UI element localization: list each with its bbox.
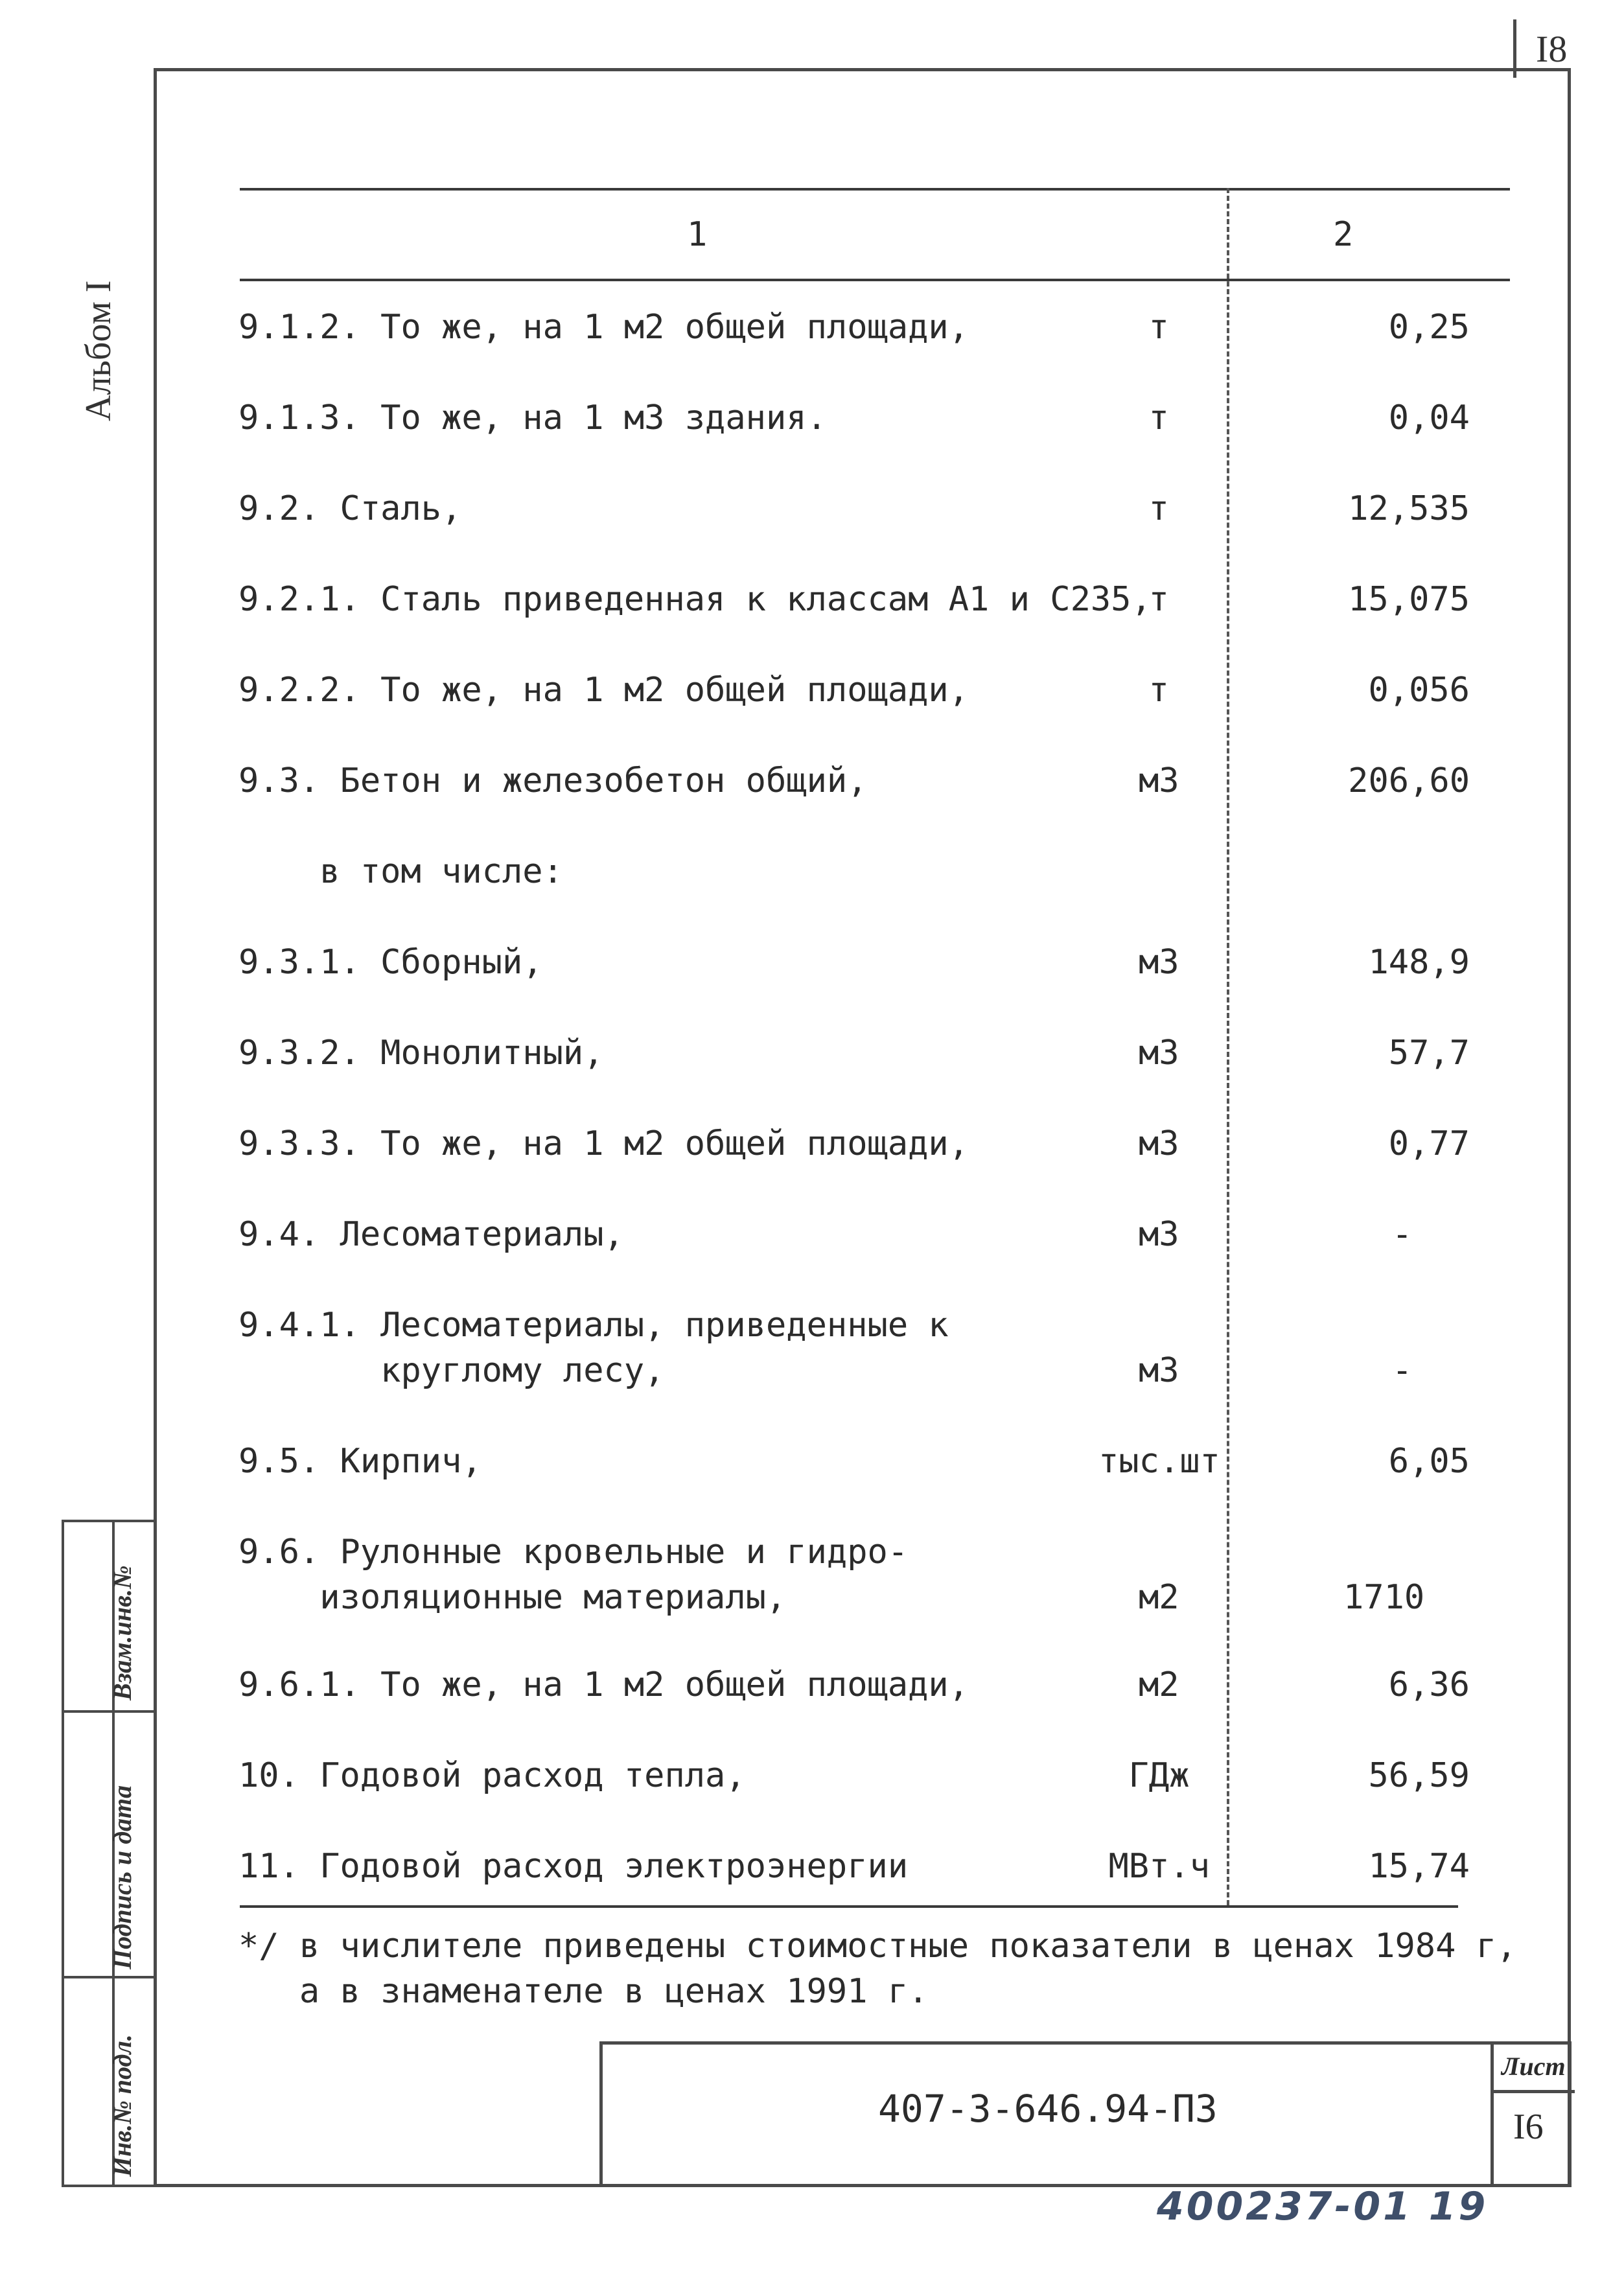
row-label: 9.2.2. То же, на 1 м2 общей площади, (238, 671, 969, 710)
row-value: 1710 (1343, 1578, 1425, 1617)
row-unit: м3 (1139, 1215, 1179, 1254)
row-unit: м2 (1139, 1665, 1179, 1704)
row-label: 9.3. Бетон и железобетон общий, (238, 761, 868, 800)
row-unit: м2 (1139, 1578, 1179, 1617)
document-code: 407-3-646.94-ПЗ (878, 2087, 1218, 2131)
column-header-2: 2 (1333, 215, 1354, 254)
row-value: 0,25 (1388, 308, 1470, 347)
stamp-replacement-inventory: Взам.инв.№ (108, 1565, 137, 1700)
stamp-original-inventory: Инв.№ подл. (108, 2034, 137, 2177)
row-label: 9.3.1. Сборный, (238, 943, 543, 982)
row-unit: т (1148, 399, 1169, 437)
row-unit: т (1148, 671, 1169, 710)
row-value: 15,74 (1368, 1847, 1470, 1886)
row-value: 6,36 (1388, 1665, 1470, 1704)
row-value: 56,59 (1368, 1756, 1470, 1795)
row-label: 9.5. Кирпич, (238, 1442, 482, 1481)
row-value: 6,05 (1388, 1442, 1470, 1481)
row-label: 9.1.3. То же, на 1 м3 здания. (238, 399, 827, 437)
row-label: 9.6.1. То же, на 1 м2 общей площади, (238, 1665, 969, 1704)
row-value: - (1392, 1351, 1413, 1390)
row-value: 0,056 (1368, 671, 1470, 710)
row-value: - (1392, 1215, 1413, 1254)
sheet-caption: Лист (1502, 2052, 1566, 2081)
sheet-cell (1491, 2045, 1575, 2184)
row-label: 9.3.3. То же, на 1 м2 общей площади, (238, 1124, 969, 1163)
row-label: 9.6. Рулонные кровельные и гидро- изоляционные материалы, (238, 1533, 909, 1617)
table-top-rule (240, 188, 1510, 191)
row-label: 11. Годовой расход электроэнергии (238, 1847, 909, 1886)
row-unit: м3 (1139, 943, 1179, 982)
album-label: Альбом I (78, 280, 119, 421)
row-label: 9.2. Сталь, (238, 489, 462, 528)
row-value: 0,04 (1388, 399, 1470, 437)
row-label: 9.2.1. Сталь приведенная к классам А1 и С235, (238, 580, 1152, 619)
table-bottom-rule (240, 1905, 1458, 1908)
row-value: 148,9 (1368, 943, 1470, 982)
row-value: 12,535 (1348, 489, 1470, 528)
row-label: 9.3.2. Монолитный, (238, 1034, 604, 1073)
row-unit: тыс.шт (1098, 1442, 1220, 1481)
footnote: */ в числителе приведены стоимостные показатели в ценах 1984 г, а в знаменателе в ценах 1991 г. (238, 1927, 1517, 2011)
column-header-1: 1 (687, 215, 708, 254)
row-label: 9.4. Лесоматериалы, (238, 1215, 624, 1254)
row-unit: т (1148, 580, 1169, 619)
row-value: 0,77 (1388, 1124, 1470, 1163)
row-unit: т (1148, 308, 1169, 347)
row-unit: ГДж (1128, 1756, 1190, 1795)
row-label: 9.4.1. Лесоматериалы, приведенные к круглому лесу, (238, 1306, 949, 1390)
row-label: 10. Годовой расход тепла, (238, 1756, 746, 1795)
row-value: 15,075 (1348, 580, 1470, 619)
row-value: 206,60 (1348, 761, 1470, 800)
row-unit: м3 (1139, 761, 1179, 800)
row-unit: м3 (1139, 1124, 1179, 1163)
column-divider (1227, 188, 1229, 1905)
row-value: 57,7 (1388, 1034, 1470, 1073)
row-unit: МВт.ч (1108, 1847, 1211, 1886)
margin-stamp (62, 1520, 157, 2187)
sheet-number: I6 (1513, 2107, 1544, 2147)
row-unit: м3 (1139, 1351, 1179, 1390)
stamp-signature-date: Подпись и дата (108, 1785, 137, 1969)
corner-sheet-text: I8 (1536, 28, 1568, 70)
handwritten-inventory-note: 400237-01 19 (1157, 2184, 1489, 2229)
row-label: в том числе: (238, 852, 563, 891)
row-label: 9.1.2. То же, на 1 м2 общей площади, (238, 308, 969, 347)
title-block (599, 2041, 1572, 2187)
table-header-rule (240, 279, 1510, 281)
row-unit: м3 (1139, 1034, 1179, 1073)
row-unit: т (1148, 489, 1169, 528)
